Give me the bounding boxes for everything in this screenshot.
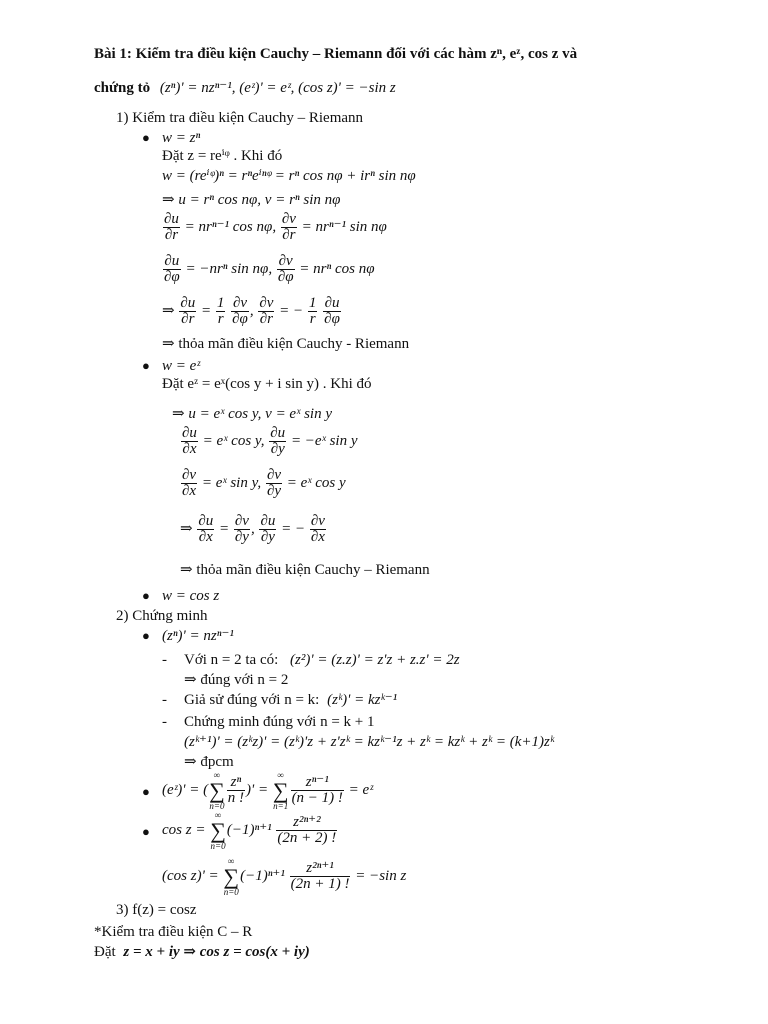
section-3-heading: 3) f(z) = cosz xyxy=(116,902,197,918)
part-a-conclusion: ⇒ thỏa mãn điều kiện Cauchy - Riemann xyxy=(162,336,410,352)
part-a-set: Đặt z = reⁱᵠ . Khi đó xyxy=(162,148,283,164)
part-a-line-4: $\frac{\partial u}{\partial\varphi}$ = −nrⁿ sin nφ, $\frac{\partial v}{\partial\varphi}$ = nrⁿ cos nφ xyxy=(164,253,375,285)
item1-step-1-result: ⇒ đúng với n = 2 xyxy=(184,672,289,688)
part-b-set: Đặt eᶻ = eˣ(cos y + i sin y) . Khi đó xyxy=(162,376,372,392)
part-b-line-1: ⇒ u = eˣ cos y, v = eˣ sin y xyxy=(172,406,332,422)
part-a-line-3: $\frac{\partial u}{\partial r}$ = nrⁿ⁻¹ cos nφ, $\frac{\partial v}{\partial r}$ = nrⁿ⁻¹ sin nφ xyxy=(164,211,387,243)
section-3-set: Đặt z = x + iy ⇒ cos z = cos(x + iy) xyxy=(94,944,310,960)
item1-step-3-math: (zᵏ⁺¹)' = (zᵏz)' = (zᵏ)'z + z'zᵏ = kzᵏ⁻¹z + zᵏ = kzᵏ + zᵏ = (k+1)zᵏ xyxy=(184,734,555,750)
part-a-line-1: w = (reⁱᵠ)ⁿ = rⁿeⁱⁿᵠ = rⁿ cos nφ + irⁿ sin nφ xyxy=(162,168,416,184)
title-prove-math: (zⁿ)' = nzⁿ⁻¹, (eᶻ)' = eᶻ, (cos z)' = −sin z xyxy=(159,80,396,96)
dash-icon: - xyxy=(162,652,167,668)
item1-step-1: Với n = 2 ta có: (z²)' = (z.z)' = z'z + z.z' = 2z xyxy=(184,652,460,668)
bullet-icon: ● xyxy=(142,588,150,603)
title-prove-word: chứng tỏ xyxy=(94,80,151,96)
bullet-icon: ● xyxy=(142,130,150,145)
section-1-heading: 1) Kiểm tra điều kiện Cauchy – Riemann xyxy=(116,110,364,126)
item1-step-3-result: ⇒ đpcm xyxy=(184,754,234,770)
part-b-line-2: $\frac{\partial u}{\partial x}$ = eˣ cos y, $\frac{\partial u}{\partial y}$ = −eˣ sin y xyxy=(182,425,358,457)
dash-icon: - xyxy=(162,692,167,708)
item3-derivative: (cos z)' = ∞ ∑ n=0 (−1)ⁿ⁺¹ $\frac{\text{z²ⁿ⁺¹}}{(2n + 1) !}$ = −sin z xyxy=(162,855,407,897)
item3-formula: cos z = ∞ ∑ n=0 (−1)ⁿ⁺¹ $\frac{\text{z²ⁿ⁺²}}{(2n + 2) !}$ xyxy=(162,809,337,851)
section-3-check: *Kiểm tra điều kiện C – R xyxy=(94,924,253,940)
part-b-w: w = eᶻ xyxy=(162,358,200,374)
part-a-line-2: ⇒ u = rⁿ cos nφ, v = rⁿ sin nφ xyxy=(162,192,341,208)
bullet-icon: ● xyxy=(142,628,150,643)
bullet-icon: ● xyxy=(142,358,150,373)
part-a-line-5: ⇒ $\frac{\partial u}{\partial r}$ = $\frac{1}{r}$ $\frac{\partial v}{\partial\varphi}$ , $\frac{\partial v}{\partial r}$ = − $\frac{1}{r}$ $\frac{\partial u}{\partial\varphi}$ xyxy=(162,295,340,327)
section-2-heading: 2) Chứng minh xyxy=(116,608,208,624)
item1-step-3: Chứng minh đúng với n = k + 1 xyxy=(184,714,375,730)
item1-statement: (zⁿ)' = nzⁿ⁻¹ xyxy=(162,628,234,644)
title-line-1: Bài 1: Kiểm tra điều kiện Cauchy – Riemann đối với các hàm zⁿ, eᶻ, cos z và xyxy=(94,46,578,62)
item2-formula: (eᶻ)' = ( ∞ ∑ n=0 $\frac{\text{zⁿ}}{n !}$ )' = ∞ ∑ n=1 $\frac{\text{zⁿ⁻¹}}{(n - 1) !}$ = eᶻ xyxy=(162,769,373,811)
part-b-conclusion: ⇒ thỏa mãn điều kiện Cauchy – Riemann xyxy=(180,562,430,578)
bullet-icon: ● xyxy=(142,824,150,839)
item1-step-2: Giả sử đúng với n = k: (zᵏ)' = kzᵏ⁻¹ xyxy=(184,692,398,708)
bullet-icon: ● xyxy=(142,784,150,799)
title-line-2 xyxy=(94,78,396,98)
part-c-w: w = cos z xyxy=(162,588,220,604)
dash-icon: - xyxy=(162,714,167,730)
part-b-line-3: $\frac{\partial v}{\partial x}$ = eˣ sin y, $\frac{\partial v}{\partial y}$ = eˣ cos y xyxy=(182,467,346,499)
part-b-line-4: ⇒ $\frac{\partial u}{\partial x}$ = $\frac{\partial v}{\partial y}$ , $\frac{\partial u}{\partial y}$ = − $\frac{\partial v}{\partial x}$ xyxy=(180,513,325,545)
part-a-w: w = zⁿ xyxy=(162,130,201,146)
